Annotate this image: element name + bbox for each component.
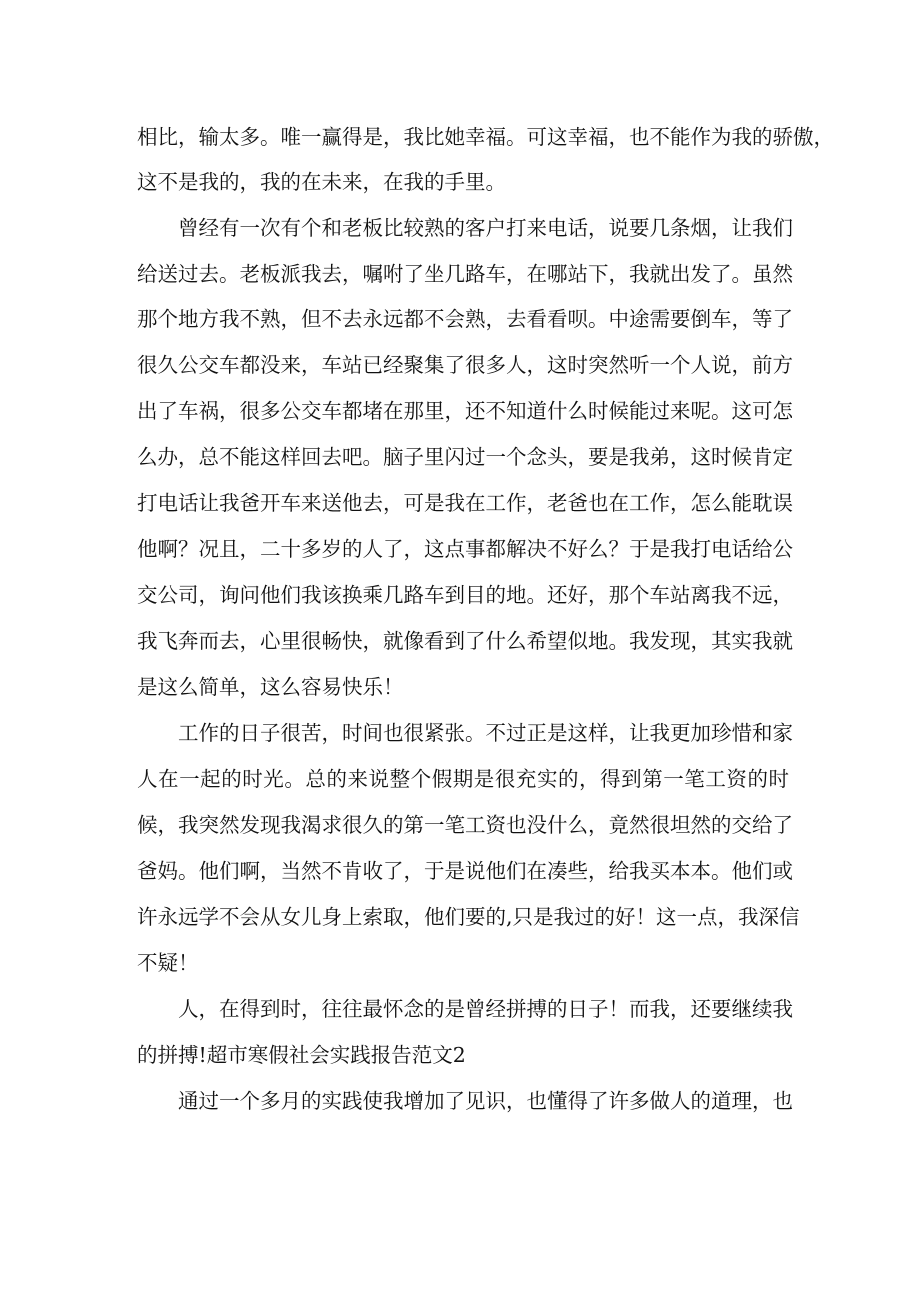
text-line: 不疑！: [137, 951, 199, 975]
text-line: 的拼搏!超市寒假社会实践报告范文2: [137, 1043, 466, 1067]
text-line: 交公司，询问他们我该换乘几路车到目的地。还好，那个车站离我不远，: [137, 583, 793, 607]
text-line: 那个地方我不熟，但不去永远都不会熟，去看看呗。中途需要倒车，等了: [137, 307, 793, 331]
text-line: 出了车祸，很多公交车都堵在那里，还不知道什么时候能过来呢。这可怎: [137, 399, 793, 423]
text-line: 很久公交车都没来，车站已经聚集了很多人，这时突然听一个人说，前方: [137, 353, 793, 377]
paragraph-first-line: 曾经有一次有个和老板比较熟的客户打来电话，说要几条烟，让我们: [178, 216, 793, 240]
paragraph-first-line: 通过一个多月的实践使我增加了见识，也懂得了许多做人的道理，也: [178, 1089, 793, 1113]
text-line: 我飞奔而去，心里很畅快，就像看到了什么希望似地。我发现，其实我就: [137, 629, 793, 653]
text-line: 人在一起的时光。总的来说整个假期是很充实的，得到第一笔工资的时: [137, 767, 789, 791]
text-line: 相比，输太多。唯一赢得是，我比她幸福。可这幸福，也不能作为我的骄傲，: [137, 125, 834, 149]
text-line: 么办，总不能这样回去吧。脑子里闪过一个念头，要是我弟，这时候肯定: [137, 445, 793, 469]
paragraph-first-line: 人，在得到时，往往最怀念的是曾经拼搏的日子！而我，还要继续我: [178, 997, 793, 1021]
paragraph-first-line: 工作的日子很苦，时间也很紧张。不过正是这样，让我更加珍惜和家: [178, 721, 793, 745]
text-line: 候，我突然发现我渴求很久的第一笔工资也没什么，竟然很坦然的交给了: [137, 813, 793, 837]
text-line: 给送过去。老板派我去，嘱咐了坐几路车，在哪站下，我就出发了。虽然: [137, 262, 793, 286]
text-line: 这不是我的，我的在未来，在我的手里。: [137, 170, 506, 194]
text-line: 爸妈。他们啊，当然不肯收了，于是说他们在凑些，给我买本本。他们或: [137, 859, 793, 883]
text-line: 许永远学不会从女儿身上索取，他们要的,只是我过的好！这一点，我深信: [137, 905, 800, 929]
text-line: 是这么简单，这么容易快乐！: [137, 675, 404, 699]
text-line: 打电话让我爸开车来送他去，可是我在工作，老爸也在工作，怎么能耽误: [137, 491, 793, 515]
text-line: 他啊？况且，二十多岁的人了，这点事都解决不好么？于是我打电话给公: [137, 537, 793, 561]
